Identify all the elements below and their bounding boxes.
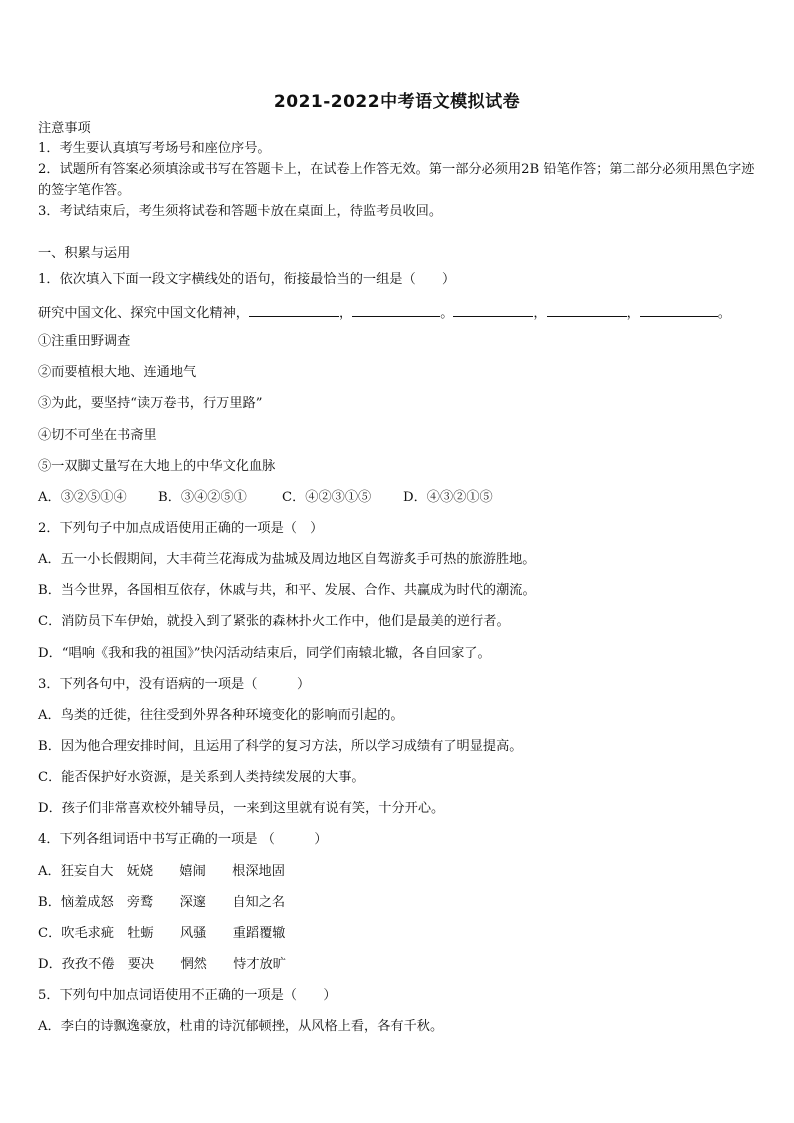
note-item: 1．考生要认真填写考场号和座位序号。 — [38, 141, 271, 156]
answer-option[interactable]: A．李白的诗飘逸豪放，杜甫的诗沉郁顿挫，从风格上看，各有千秋。 — [38, 1019, 444, 1034]
question-stem: 4．下列各组词语中书写正确的一项是 （ ） — [38, 832, 328, 847]
answer-option[interactable]: D．“唱响《我和我的祖国》”快闪活动结束后，同学们南辕北辙，各自回家了。 — [38, 646, 491, 661]
statement-item: ⑤一双脚丈量写在大地上的中华文化血脉 — [38, 459, 276, 474]
statement-item: ④切不可坐在书斋里 — [38, 428, 157, 443]
answer-option[interactable]: A．五一小长假期间，大丰荷兰花海成为盐城及周边地区自驾游炙手可热的旅游胜地。 — [38, 552, 536, 567]
answer-option[interactable]: C．能否保护好水资源，是关系到人类持续发展的大事。 — [38, 770, 365, 785]
answer-option[interactable]: A．狂妄自大 妩娆 嬉闹 根深地固 — [38, 864, 285, 879]
answer-blank[interactable] — [249, 303, 339, 317]
answer-option[interactable]: A．鸟类的迁徙，往往受到外界各种环境变化的影响而引起的。 — [38, 708, 404, 723]
answer-blank[interactable] — [547, 303, 627, 317]
fill-blank-passage — [38, 303, 731, 322]
punctuation: 。 — [440, 306, 454, 321]
question-stem: 1．依次填入下面一段文字横线处的语句，衔接最恰当的一组是（ ） — [38, 272, 456, 287]
note-item: 2．试题所有答案必须填涂或书写在答题卡上，在试卷上作答无效。第一部分必须用2B 铅笔作答；第二部分必须用黑色字迹的签字笔作答。 — [38, 162, 755, 198]
statement-item: ①注重田野调查 — [38, 334, 131, 349]
answer-option[interactable]: C．消防员下车伊始，就投入到了紧张的森林扑火工作中，他们是最美的逆行者。 — [38, 614, 510, 629]
page-title: 2021-2022中考语文模拟试卷 — [273, 92, 521, 112]
answer-option[interactable]: C．④②③①⑤ — [282, 490, 372, 505]
answer-option[interactable]: D．④③②①⑤ — [403, 490, 493, 505]
statement-item: ③为此，要坚持“读万卷书，行万里路” — [38, 396, 263, 411]
question-stem: 5．下列句中加点词语使用不正确的一项是（ ） — [38, 988, 337, 1003]
punctuation: ， — [533, 306, 547, 321]
answer-blank[interactable] — [453, 303, 533, 317]
answer-option[interactable]: D．孜孜不倦 要决 惘然 恃才放旷 — [38, 957, 286, 972]
punctuation: ， — [626, 306, 640, 321]
punctuation: 。 — [717, 306, 731, 321]
answer-option[interactable]: A．③②⑤①④ — [38, 490, 127, 505]
answer-options-row — [38, 490, 493, 506]
statement-item: ②而要植根大地、连通地气 — [38, 365, 197, 380]
question-stem: 2．下列句子中加点成语使用正确的一项是（ ） — [38, 521, 324, 536]
section-heading: 一、积累与运用 — [38, 246, 131, 261]
answer-blank[interactable] — [352, 303, 440, 317]
question-stem: 3．下列各句中，没有语病的一项是（ ） — [38, 677, 311, 692]
notes-heading: 注意事项 — [38, 121, 91, 136]
punctuation: ， — [339, 306, 353, 321]
answer-option[interactable]: B．恼羞成怒 旁鹜 深邃 自知之名 — [38, 895, 286, 910]
answer-option[interactable]: C．吹毛求疵 牡蛎 风骚 重蹈覆辙 — [38, 926, 286, 941]
answer-option[interactable]: B．因为他合理安排时间，且运用了科学的复习方法，所以学习成绩有了明显提高。 — [38, 739, 523, 754]
answer-option[interactable]: B．③④②⑤① — [158, 490, 247, 505]
note-item: 3．考试结束后，考生须将试卷和答题卡放在桌面上，待监考员收回。 — [38, 204, 443, 219]
answer-blank[interactable] — [640, 303, 718, 317]
answer-option[interactable]: B．当今世界，各国相互依存，休戚与共，和平、发展、合作、共赢成为时代的潮流。 — [38, 583, 536, 598]
passage-text: 研究中国文化、探究中国文化精神， — [38, 306, 249, 321]
answer-option[interactable]: D．孩子们非常喜欢校外辅导员，一来到这里就有说有笑，十分开心。 — [38, 801, 445, 816]
